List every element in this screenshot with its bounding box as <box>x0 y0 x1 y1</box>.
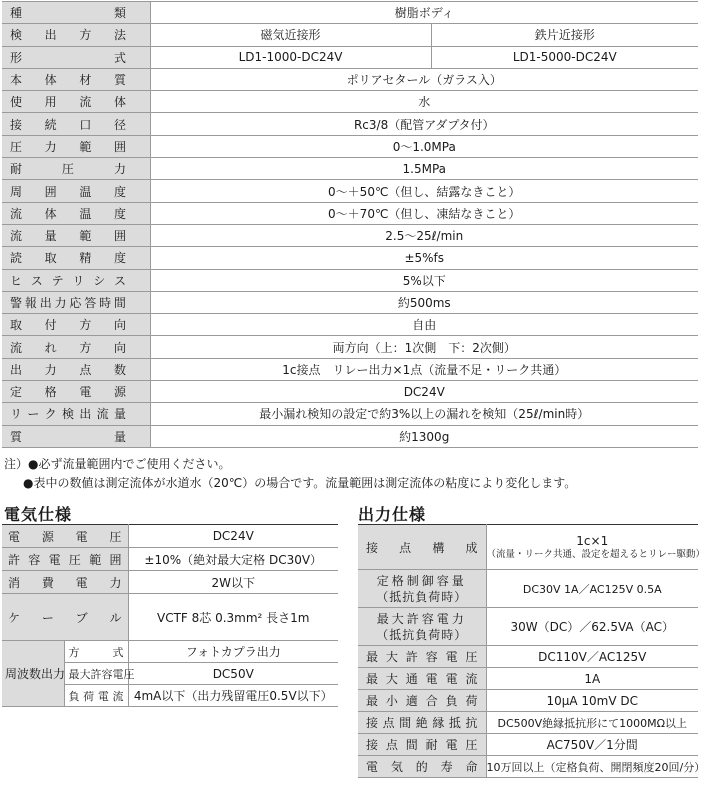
spec-value: 0～＋50℃（但し、結露なきこと） <box>150 180 698 202</box>
electrical-value: 2W以下 <box>128 571 338 594</box>
output-label: 最 小 適 合 負 荷 <box>358 690 486 712</box>
spec-row <box>2 224 698 246</box>
spec-label: 流 れ 方 向 <box>2 336 150 358</box>
spec-value: LD1-1000-DC24V <box>150 46 431 68</box>
electrical-value: DC24V <box>128 525 338 548</box>
output-value: AC750V／1分間 <box>486 734 698 756</box>
spec-value: 水 <box>150 91 698 113</box>
spec-label: 警 報 出 力 応 答 時 間 <box>2 291 150 313</box>
spec-row <box>2 314 698 336</box>
output-row <box>358 570 698 608</box>
output-value: 10万回以上（定格負荷、開閉頻度20回/分） <box>486 756 698 778</box>
spec-label: 形 式 <box>2 46 150 68</box>
output-value: 1c×1 （流量・リーク共通、設定を超えるとリレー駆動） <box>486 525 698 570</box>
electrical-value: フォトカプラ出力 <box>128 641 338 663</box>
output-title: 出力仕様 <box>358 505 427 524</box>
electrical-label: ケ ー ブ ル <box>2 594 128 641</box>
spec-row <box>2 202 698 224</box>
spec-label: 種 類 <box>2 2 150 24</box>
spec-label: リ ー ク 検 出 流 量 <box>2 403 150 425</box>
spec-label: 流 量 範 囲 <box>2 224 150 246</box>
spec-label: 流 体 温 度 <box>2 202 150 224</box>
electrical-sub-label: 負 荷 電 流 <box>64 685 128 707</box>
output-row <box>358 690 698 712</box>
spec-label: 周 囲 温 度 <box>2 180 150 202</box>
spec-value: 磁気近接形 <box>150 24 431 46</box>
electrical-row <box>2 594 338 641</box>
output-label: 接 点 構 成 <box>358 525 486 570</box>
spec-row <box>2 358 698 380</box>
note-line: ●表中の数値は測定流体が水道水（20℃）の場合です。流量範囲は測定流体の粘度により変化します。 <box>23 476 577 490</box>
spec-value: 1c接点 リレー出力×1点（流量不足・リーク共通） <box>150 358 698 380</box>
output-row <box>358 646 698 668</box>
spec-value: 5%以下 <box>150 269 698 291</box>
spec-row <box>2 24 698 46</box>
output-header-row <box>358 525 698 570</box>
output-label: 最 大 通 電 電 流 <box>358 668 486 690</box>
electrical-row <box>2 571 338 594</box>
spec-value: 0～1.0MPa <box>150 135 698 157</box>
notes <box>4 455 576 493</box>
electrical-value: DC50V <box>128 663 338 685</box>
spec-row <box>2 403 698 425</box>
spec-value: Rc3/8（配管アダプタ付） <box>150 113 698 135</box>
output-row <box>358 668 698 690</box>
spec-row <box>2 158 698 180</box>
output-value: DC30V 1A／AC125V 0.5A <box>486 570 698 608</box>
spec-label: 本 体 材 質 <box>2 68 150 90</box>
spec-label: 検 出 方 法 <box>2 24 150 46</box>
spec-value: 樹脂ボディ <box>150 2 698 24</box>
spec-row <box>2 336 698 358</box>
output-row <box>358 734 698 756</box>
output-value: DC500V絶縁抵抗形にて1000MΩ以上 <box>486 712 698 734</box>
electrical-label: 電 源 電 圧 <box>2 525 128 548</box>
output-label: 定格制御容量 （抵抗負荷時） <box>358 570 486 608</box>
output-label: 電 気 的 寿 命 <box>358 756 486 778</box>
electrical-group-label: 周波数出力 <box>2 641 64 707</box>
spec-row <box>2 425 698 447</box>
electrical-table <box>2 524 338 707</box>
electrical-sub-row <box>2 641 338 663</box>
spec-label: 質 量 <box>2 425 150 447</box>
electrical-row <box>2 548 338 571</box>
spec-value: DC24V <box>150 381 698 403</box>
output-value: 1A <box>486 668 698 690</box>
spec-label: 圧 力 範 囲 <box>2 135 150 157</box>
spec-table <box>2 1 698 448</box>
spec-label: 定 格 電 源 <box>2 381 150 403</box>
spec-value: 0～＋70℃（但し、凍結なきこと） <box>150 202 698 224</box>
output-table <box>358 524 705 778</box>
electrical-label: 消 費 電 力 <box>2 571 128 594</box>
spec-row <box>2 2 698 24</box>
spec-value: 2.5～25ℓ/min <box>150 224 698 246</box>
note-line: 注）●必ず流量範囲内でご使用ください。 <box>4 457 231 471</box>
output-label: 接 点 間 耐 電 圧 <box>358 734 486 756</box>
spec-row <box>2 113 698 135</box>
electrical-title: 電気仕様 <box>4 505 73 524</box>
spec-label: 使 用 流 体 <box>2 91 150 113</box>
spec-row <box>2 68 698 90</box>
spec-row <box>2 381 698 403</box>
output-label: 最 大 許 容 電 圧 <box>358 646 486 668</box>
electrical-value: ±10%（絶対最大定格 DC30V） <box>128 548 338 571</box>
output-value: 30W（DC）／62.5VA（AC） <box>486 608 698 646</box>
spec-label: 出 力 点 数 <box>2 358 150 380</box>
spec-row <box>2 291 698 313</box>
spec-label: 取 付 方 向 <box>2 314 150 336</box>
spec-value: 両方向（上：1次側 下：2次側） <box>150 336 698 358</box>
electrical-value: VCTF 8芯 0.3mm² 長さ1m <box>128 594 338 641</box>
spec-value: 自由 <box>150 314 698 336</box>
output-label: 接 点 間 絶 縁 抵 抗 <box>358 712 486 734</box>
output-row <box>358 756 698 778</box>
electrical-sub-label: 最 大 許 容 電 圧 <box>64 663 128 685</box>
output-row <box>358 608 698 646</box>
output-label: 最大許容電力 （抵抗負荷時） <box>358 608 486 646</box>
spec-value: ±5%fs <box>150 247 698 269</box>
output-row <box>358 712 698 734</box>
spec-row <box>2 135 698 157</box>
spec-value: 約500ms <box>150 291 698 313</box>
spec-row <box>2 247 698 269</box>
spec-value: 鉄片近接形 <box>431 24 698 46</box>
spec-row <box>2 180 698 202</box>
spec-row <box>2 46 698 68</box>
spec-value: LD1-5000-DC24V <box>431 46 698 68</box>
spec-label: ヒ ス テ リ シ ス <box>2 269 150 291</box>
electrical-sub-label: 方 式 <box>64 641 128 663</box>
spec-value: 約1300g <box>150 425 698 447</box>
spec-label: 接 続 口 径 <box>2 113 150 135</box>
spec-value: ポリアセタール（ガラス入） <box>150 68 698 90</box>
spec-value: 1.5MPa <box>150 158 698 180</box>
spec-row <box>2 91 698 113</box>
output-value: DC110V／AC125V <box>486 646 698 668</box>
output-value: 10μA 10mV DC <box>486 690 698 712</box>
electrical-label: 許 容 電 圧 範 囲 <box>2 548 128 571</box>
spec-row <box>2 269 698 291</box>
spec-label: 耐 圧 力 <box>2 158 150 180</box>
spec-value: 最小漏れ検知の設定で約3%以上の漏れを検知（25ℓ/min時） <box>150 403 698 425</box>
spec-label: 読 取 精 度 <box>2 247 150 269</box>
electrical-value: 4mA以下（出力残留電圧0.5V以下） <box>128 685 338 707</box>
electrical-row <box>2 525 338 548</box>
